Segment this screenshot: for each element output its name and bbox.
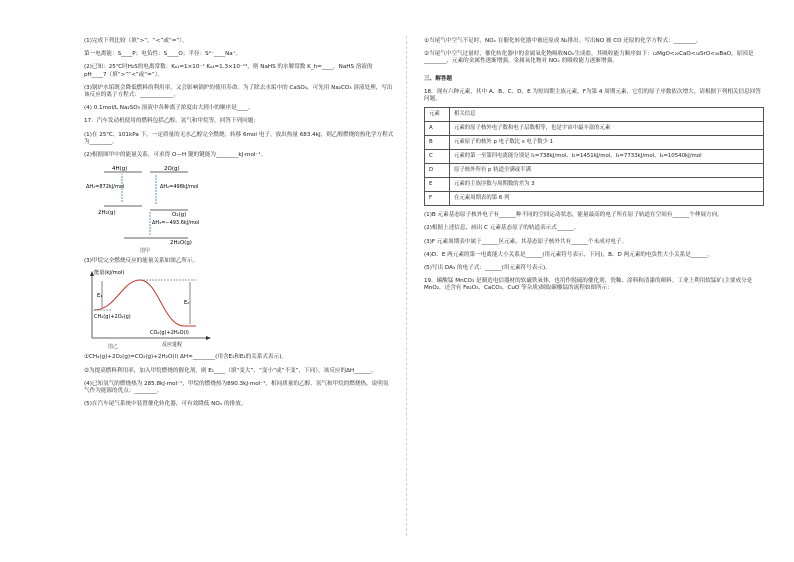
- table-cell-info: 在元素周期表的第 6 列: [450, 192, 764, 206]
- label-e1: E₁: [97, 293, 103, 300]
- label-dh1: ΔH₁=872kJ/mol: [86, 184, 125, 191]
- figure-yi: [84, 268, 394, 350]
- question-17-part-4: (4)已知氢气的燃烧热为 285.8kJ·mol⁻¹，甲烷的燃烧热为890.3kJ·mol⁻¹，相同质量的乙醇、氢气和甲烷的燃烧热，说明氢气作为能源的优点：________。: [84, 380, 389, 395]
- reaction-energy-profile: [84, 268, 234, 350]
- x-axis-label: 反应进程: [162, 342, 183, 349]
- question-3-text: (3)锅炉水垢既会降低燃料的利用率，又会影响锅炉的使用寿命。为了除去水垢中的 CaSO₄，可先用 Na₂CO₃ 溶液处理，写出该反应的离子方程式：____________。: [84, 84, 393, 99]
- table-cell-element: A: [425, 122, 450, 136]
- question-17-part-5a: ①当尾气中空气不足时，NOₓ 在催化转化器中被还原成 N₂排出。写出NO 被 CO 还原的化学方程式：________。: [424, 38, 702, 44]
- label-products: CO₂(g)+2H₂O(l): [150, 330, 189, 337]
- section-heading: 三、解答题: [424, 75, 452, 82]
- table-row: [425, 150, 764, 164]
- table-cell-info: 元素原子的核外 p 电子数比 s 电子数少 1: [450, 136, 764, 150]
- table-row: [425, 164, 764, 178]
- question-18-part-5: (5)写出 DA₃ 的电子式：______(用元素符号表示)。: [424, 265, 551, 272]
- label-2o: 2O(g): [164, 166, 180, 173]
- table-header-row: [425, 108, 764, 122]
- question-18-part-2: (2)根据上述信息，画出 C 元素基态原子的轨道表示式______。: [424, 225, 580, 232]
- label-dh2: ΔH₂=498kJ/mol: [160, 184, 199, 191]
- energy-level-diagram: [84, 162, 244, 254]
- question-18-part-3: (3)F 元素周期表中属于______区元素，其基态原子核外共有______个未成对电子。: [424, 238, 628, 245]
- table-cell-info: 元素的原子核外电子数和电子层数相等，也是宇宙中最丰富的元素: [450, 122, 764, 136]
- question-17-part-2: (2)根据图甲中的能量关系，可求得 O—H 键的键能为________kJ·mol⁻¹。: [84, 152, 267, 159]
- table-cell-element: D: [425, 164, 450, 178]
- question-17-part-3: (3)甲烷完全燃烧反应的能量关系如图乙所示。: [84, 258, 199, 265]
- x-axis-arrow: [206, 336, 211, 340]
- label-e2: E₂: [184, 300, 190, 307]
- question-18-part-1: (1)B 元素基态原子核外电子有______种不同的空间运动状态，能量最高的电子所在原子轨道在空间有______个伸展方向。: [424, 212, 723, 219]
- table-header-cell: 元素: [425, 108, 450, 122]
- table-header-cell: 相关信息: [450, 108, 764, 122]
- label-reactants: CH₄(g)+2O₂(g): [94, 314, 131, 321]
- question-1-blanks: 第一电离能：S____P；电负性：S____O；半径：S²⁻____Na⁺。: [84, 51, 242, 58]
- table-row: [425, 122, 764, 136]
- question-17-title: 17．汽车发动机使用的燃料包括乙醇、氢气和甲烷等。回答下列问题：: [84, 118, 259, 125]
- table-cell-info: 原子核外所有 p 轨道全满或半满: [450, 164, 764, 178]
- column-divider: [406, 36, 407, 536]
- right-column: [424, 38, 764, 299]
- question-4-text: (4) 0.1mol/L Na₂SO₃ 溶液中各种离子浓度由大到小的顺序是____。: [84, 105, 254, 112]
- left-column: [84, 38, 394, 414]
- question-17-part-1: (1)在 25℃、101kPa 下，一定质量的无水乙醇完全燃烧，转移 6mol 电子，放出热量 683.4kJ，则乙醇燃烧的热化学方程式为________。: [84, 131, 394, 145]
- figure-jia: [84, 162, 394, 254]
- table-row: [425, 192, 764, 206]
- question-17-part-5b: ②当尾气中空气过量时，催化转化器中的金属氧化物吸收NOₓ生成盐。其吸收能力顺序如下：₁₂MgO<₂₀CaO<₃₈SrO<₅₆BaO。原因是________，元素的金属性逐渐增强，金属氧化物对 NOₓ 的吸收能力逐渐增强。: [424, 51, 754, 65]
- question-18-part-4: (4)D、E 两元素的第一电离能大小关系是______(用元素符号表示，下同)，B、D 两元素的电负性大小关系是______。: [424, 251, 714, 258]
- table-cell-info: 元素的第一至第四电离能分别是 I₁=738kJ/mol、I₂=1451kJ/mol、I₃=7733kJ/mol、I₄=10540kJ/mol: [450, 150, 764, 164]
- label-4h: 4H(g): [112, 166, 128, 173]
- table-row: [425, 136, 764, 150]
- element-info-table: [424, 107, 764, 206]
- label-2h2: 2H₂(g): [98, 210, 116, 217]
- figure-jia-caption: 图甲: [140, 248, 151, 255]
- table-cell-element: C: [425, 150, 450, 164]
- table-cell-element: B: [425, 136, 450, 150]
- label-2h2o: 2H₂O(g): [170, 240, 192, 247]
- question-2-text: (2)已知：25℃时H₂S的电离常数：Kₐ₁=1×10⁻⁷ Kₐ₂=1.3×10⁻¹³，则 NaHS 的水解常数 K_h=____，NaHS 溶液的pH____7（填“>”“<”或“=”）。: [84, 64, 373, 78]
- question-17-part-5: (5)在汽车尾气系统中装置催化转化器，可有效降低 NOₓ 的排放。: [84, 401, 247, 408]
- question-19-text: 19．碳酸锰 MnCO₃ 是制造电信器材的软磁铁氧体，也用作脱硫的催化剂，瓷釉、涂料和清漆的颜料。工业上利用软锰矿(主要成分是 MnO₂，还含有 Fe₂O₃、CaCO₃、CuO 等杂质)制取碳酸锰的流程如图所示：: [424, 278, 753, 292]
- table-cell-element: F: [425, 192, 450, 206]
- label-dh3: ΔH₃=−493.6kJ/mol: [152, 220, 200, 227]
- figure-yi-caption: 图乙: [108, 344, 119, 351]
- question-17-part-3a: ①CH₄(g)+2O₂(g)=CO₂(g)+2H₂O(l) ΔH=________(用含E₁和E₂的关系式表示)。: [84, 354, 287, 361]
- question-1-text: (1)完成下列比较（填“>”、“<”或“=”）。: [84, 38, 188, 44]
- table-row: [425, 178, 764, 192]
- label-o2: O₂(g): [172, 212, 187, 219]
- y-axis-label: 能量(kJ/mol): [94, 270, 125, 277]
- table-cell-info: 元素的主族序数与周期数的差为 3: [450, 178, 764, 192]
- question-17-part-3b: ②为提高燃料利用率，加入甲烷燃烧的催化剂，则 E₁____（填“变大”、“变小”或“不变”，下同），该反应的ΔH______。: [84, 367, 377, 374]
- table-cell-element: E: [425, 178, 450, 192]
- question-18-title: 18．现有六种元素，其中 A、B、C、D、E 为短周期主族元素，F为第 4 周期元素，它们的原子序数依次增大。请根据下列相关信息回答问题。: [424, 88, 761, 103]
